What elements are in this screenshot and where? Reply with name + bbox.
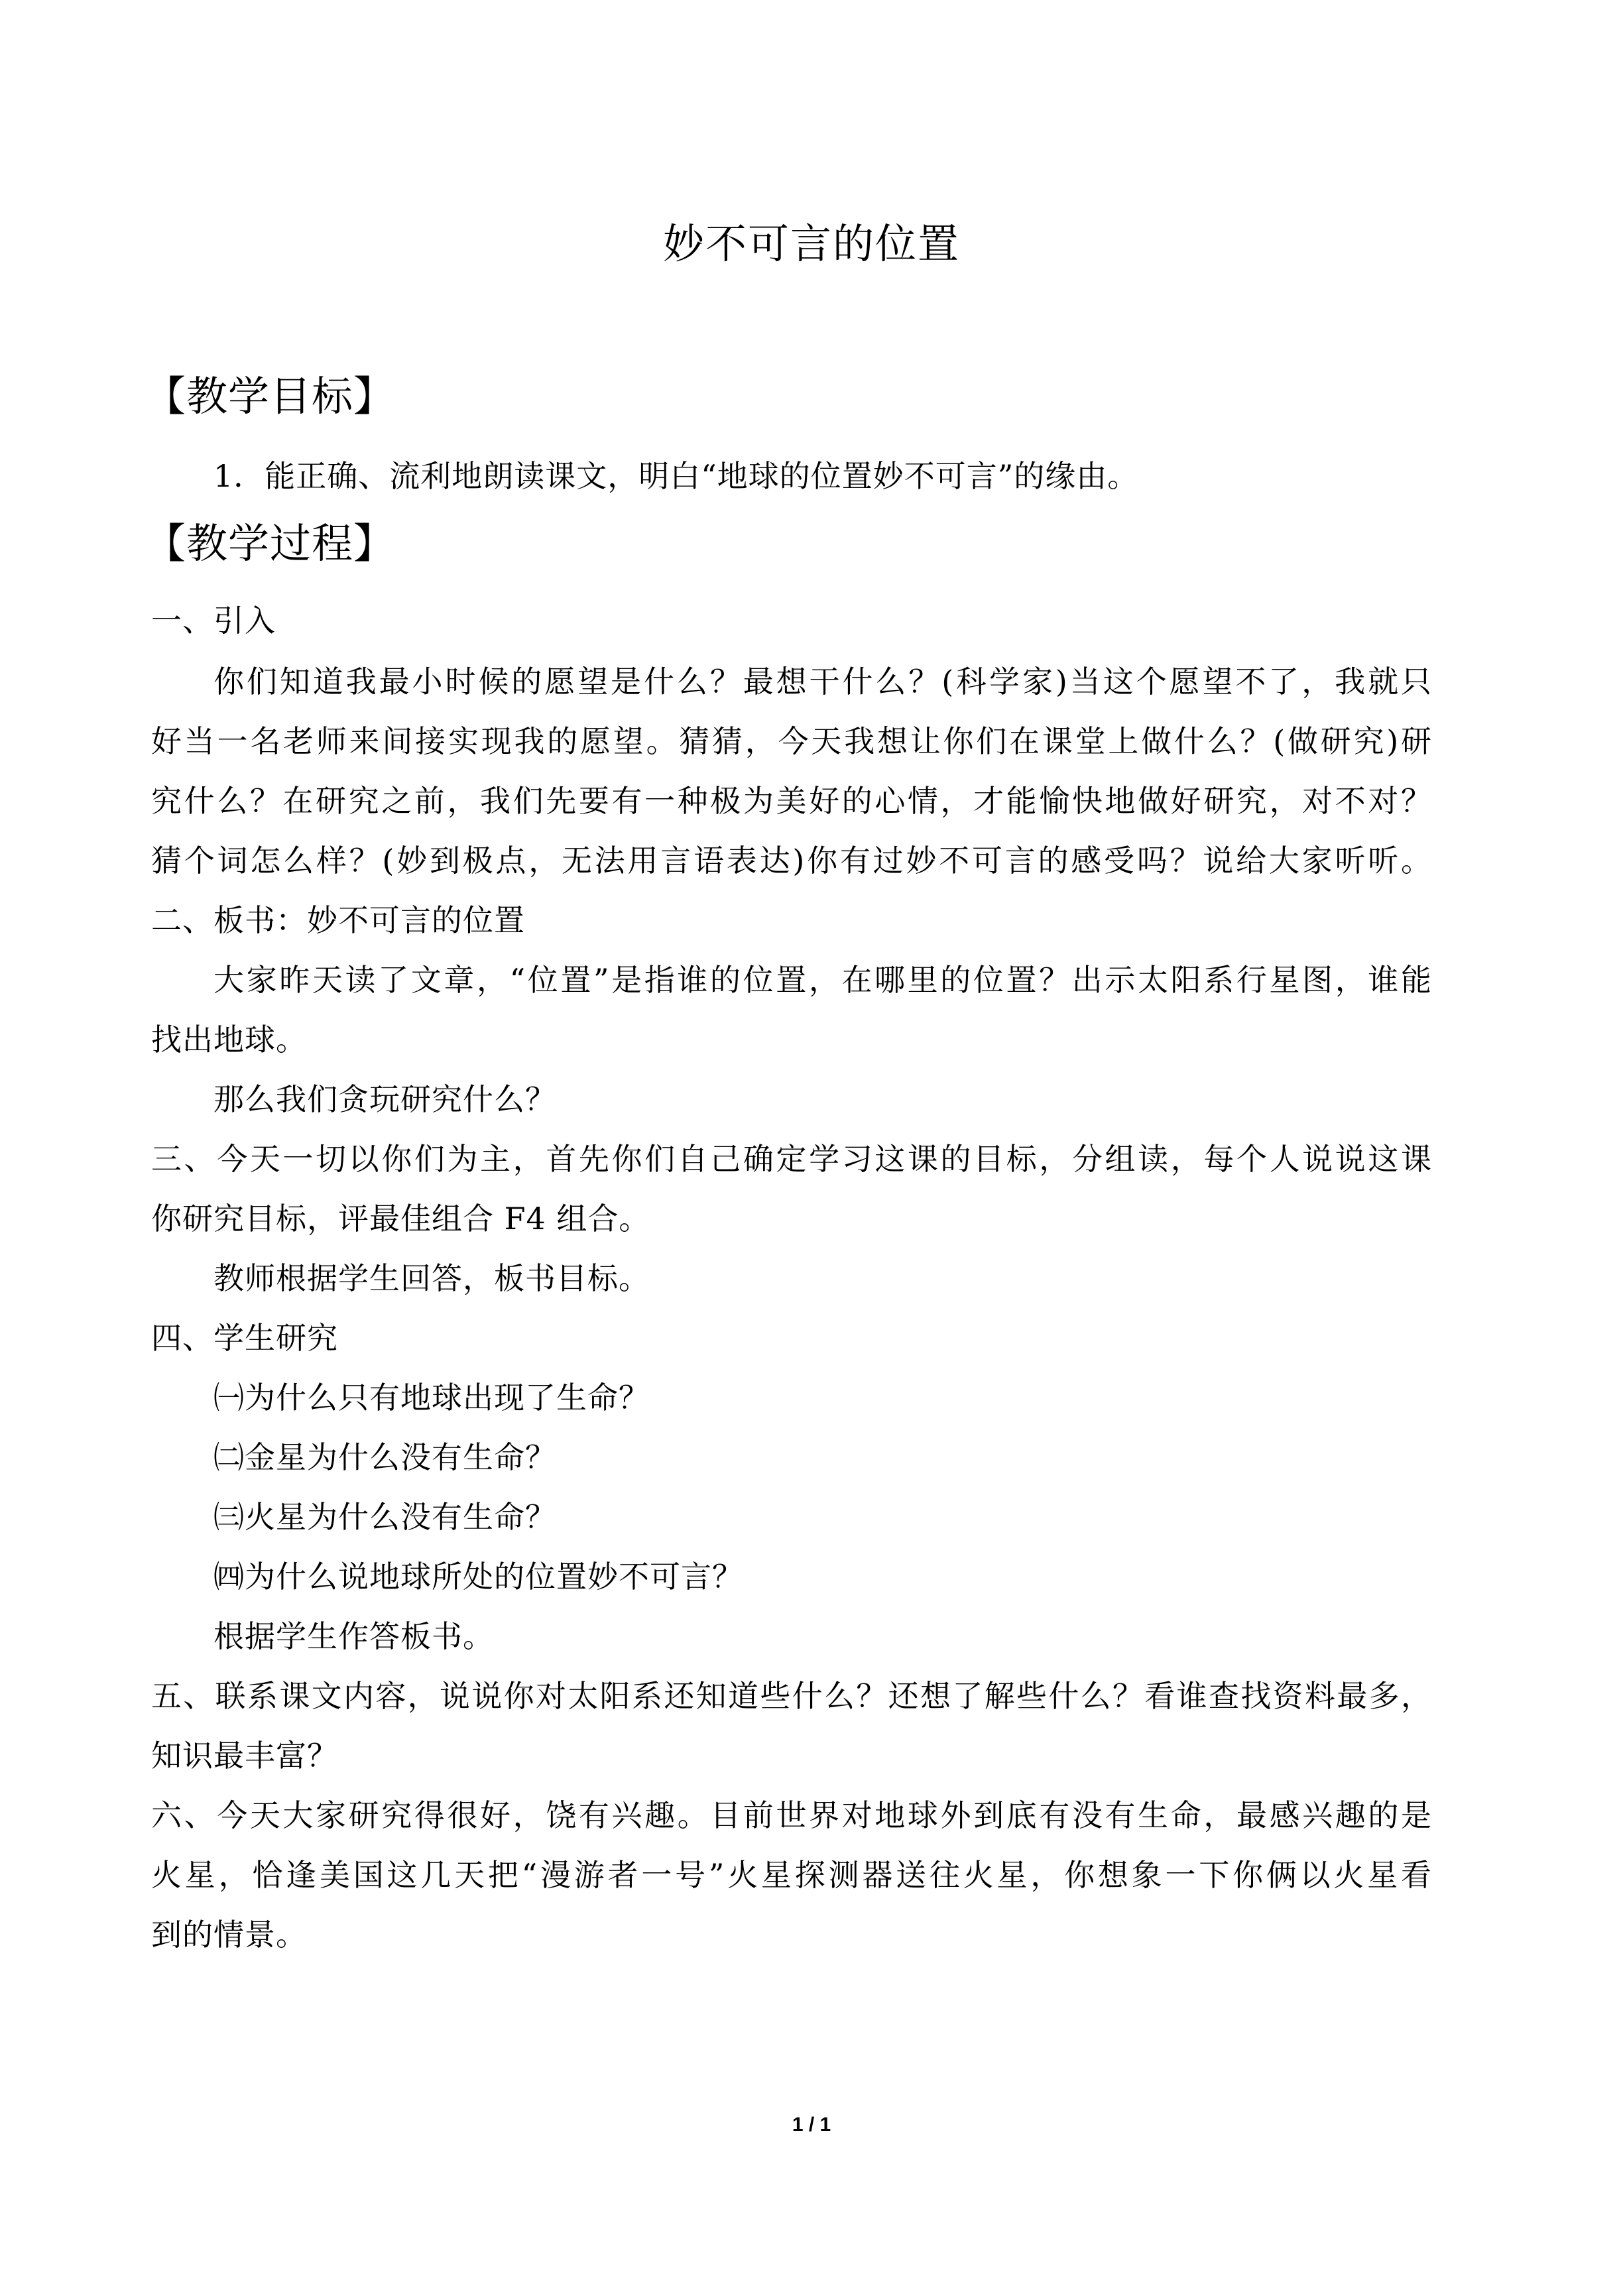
paragraph-line: 找出地球。 [151, 1022, 307, 1057]
paragraph-line: 你研究目标，评最佳组合 F4 组合。 [151, 1201, 650, 1237]
paragraph-line: 你们知道我最小时候的愿望是什么？最想干什么？(科学家)当这个愿望不了，我就只 [213, 664, 1432, 699]
section-summary-line: 六、今天大家研究得很好，饶有兴趣。目前世界对地球外到底有没有生命，最感兴趣的是 [151, 1797, 1432, 1833]
objectives-heading: 【教学目标】 [145, 372, 396, 420]
research-question: ㈢火星为什么没有生命？ [213, 1499, 556, 1535]
paragraph-line: 究什么？在研究之前，我们先要有一种极为美好的心情，才能愉快地做好研究，对不对？ [151, 783, 1432, 819]
page-number: 1 / 1 [792, 2114, 831, 2136]
paragraph-line: 教师根据学生回答，板书目标。 [213, 1260, 650, 1296]
paragraph-line: 那么我们贪玩研究什么？ [213, 1081, 556, 1117]
paragraph-line: 好当一名老师来间接实现我的愿望。猜猜，今天我想让你们在课堂上做什么？(做研究)研 [151, 723, 1432, 759]
section-board-heading: 二、板书：妙不可言的位置 [151, 902, 525, 938]
section-context-line: 五、联系课文内容，说说你对太阳系还知道些什么？还想了解些什么？看谁查找资料最多， [151, 1678, 1432, 1714]
section-intro-heading: 一、引入 [151, 603, 276, 638]
paragraph-line: 猜个词怎么样？(妙到极点，无法用言语表达)你有过妙不可言的感受吗？说给大家听听。 [151, 843, 1432, 878]
paragraph-line: 大家昨天读了文章，“位置”是指谁的位置，在哪里的位置？出示太阳系行星图，谁能 [213, 962, 1432, 998]
section-goals-line: 三、今天一切以你们为主，首先你们自己确定学习这课的目标，分组读，每个人说说这课 [151, 1141, 1432, 1177]
paragraph-line: 知识最丰富？ [151, 1738, 338, 1774]
process-heading: 【教学过程】 [145, 519, 396, 568]
paragraph-line: 火星，恰逢美国这几天把“漫游者一号”火星探测器送往火星，你想象一下你俩以火星看 [151, 1857, 1432, 1893]
research-question: ㈡金星为什么没有生命？ [213, 1439, 556, 1475]
document-title: 妙不可言的位置 [662, 219, 960, 268]
research-question: ㈠为什么只有地球出现了生命？ [213, 1380, 650, 1416]
objective-1: 1．能正确、流利地朗读课文，明白“地球的位置妙不可言”的缘由。 [213, 458, 1139, 494]
section-research-heading: 四、学生研究 [151, 1320, 338, 1356]
research-question: ㈣为什么说地球所处的位置妙不可言？ [213, 1559, 743, 1595]
paragraph-line: 根据学生作答板书。 [213, 1618, 494, 1654]
paragraph-line: 到的情景。 [151, 1917, 307, 1953]
